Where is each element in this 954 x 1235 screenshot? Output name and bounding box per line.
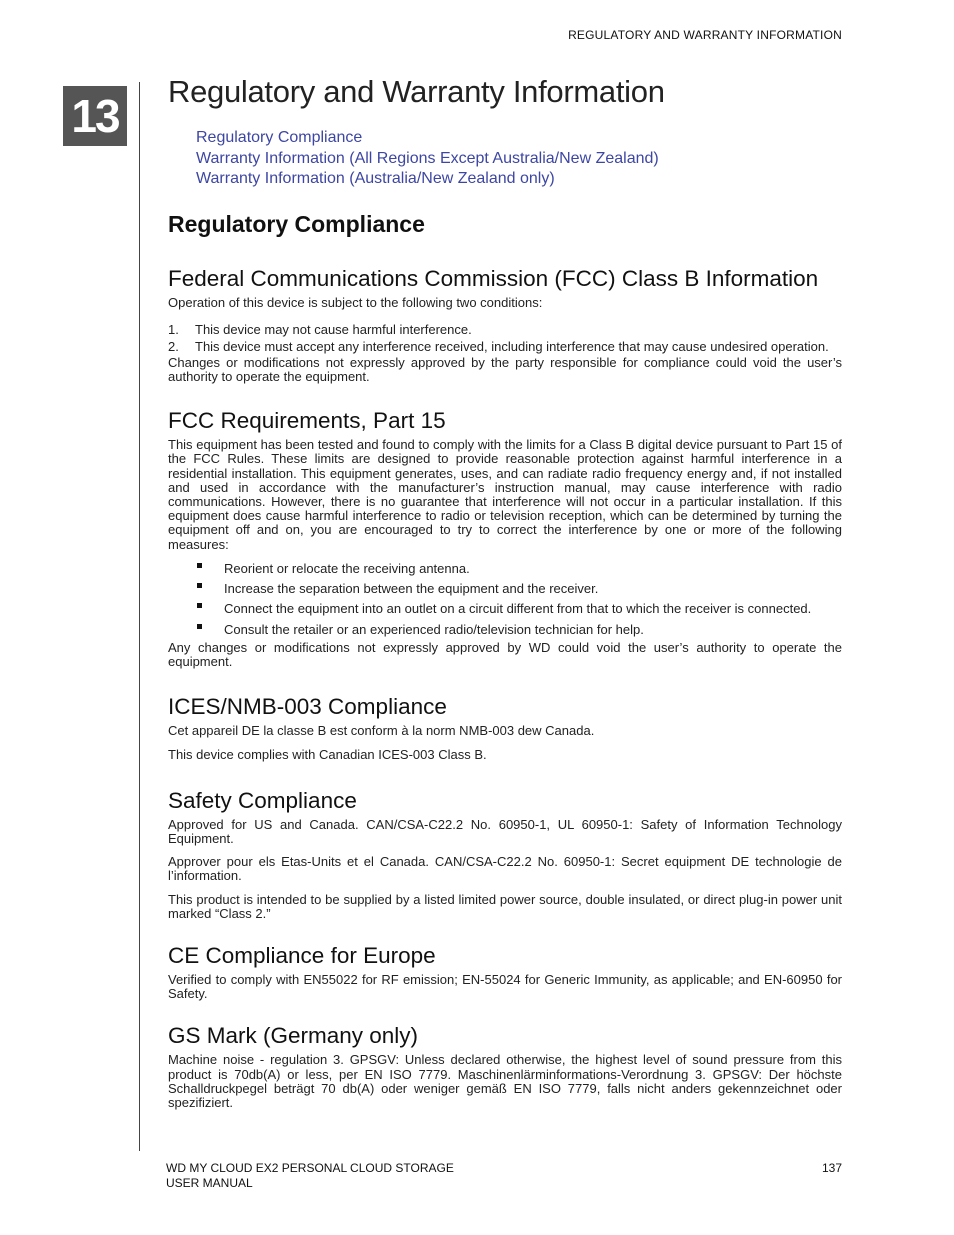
list-number: 2.: [168, 338, 179, 354]
list-item: [168, 321, 842, 338]
heading-fcc-class-b: Federal Communications Commission (FCC) Class B Information: [168, 265, 819, 291]
toc-link-warranty-all[interactable]: Warranty Information (All Regions Except Australia/New Zealand): [196, 149, 659, 167]
running-head: REGULATORY AND WARRANTY INFORMATION: [568, 28, 842, 42]
ce-body: Verified to comply with EN55022 for RF emission; EN-55024 for Generic Immunity, as applicable; and EN-60950 for Safety.: [168, 971, 842, 1002]
chapter-title: Regulatory and Warranty Information: [168, 74, 665, 109]
ices-english: This device complies with Canadian ICES-003 Class B.: [168, 746, 487, 762]
fcc-intro: Operation of this device is subject to the following two conditions:: [168, 294, 543, 310]
part15-measures-list: [168, 559, 842, 640]
fcc-conditions-list: [168, 321, 842, 355]
safety-p3: This product is intended to be supplied by a listed limited power source, double insulated, or direct plug-in power unit marked “Class 2.”: [168, 891, 842, 921]
heading-fcc-part15: FCC Requirements, Part 15: [168, 408, 446, 434]
bullet-icon: [197, 583, 202, 588]
footer-product: [166, 1161, 454, 1191]
part15-body: This equipment has been tested and found to comply with the limits for a Class B digital device pursuant to Part 15 of the FCC Rules. These limits are designed to provide reasonable protection against harmful interference in a residential installation. This equipment generates, uses, and can radiate radio frequency energy and, if not installed and used in accordance with the manufacturer’s instruction manual, may cause interference with radio communications. However, there is no guarantee that interference will not occur in a particular installation. If this equipment does cause harmful interference to radio or television reception, which can be determined by turning the equipment off and on, you are encouraged to try to correct the interference by one or more of the following measures:: [168, 437, 842, 552]
footer-manual-label: USER MANUAL: [166, 1176, 253, 1190]
list-text: This device must accept any interference received, including interference that may cause undesired operation.: [195, 338, 829, 354]
list-text: Consult the retailer or an experienced radio/television technician for help.: [224, 621, 644, 637]
toc-link-warranty-anz[interactable]: Warranty Information (Australia/New Zealand only): [196, 170, 555, 187]
chapter-toc: [196, 128, 842, 190]
margin-rule: [139, 82, 140, 1151]
bullet-icon: [197, 624, 202, 629]
section-heading-regulatory: Regulatory Compliance: [168, 210, 425, 237]
safety-p1: Approved for US and Canada. CAN/CSA-C22.2 No. 60950-1, UL 60950-1: Safety of Information Technology Equipment.: [168, 816, 842, 846]
list-item: [168, 599, 842, 619]
list-number: 1.: [168, 321, 179, 337]
part15-closing: Any changes or modifications not expressly approved by WD could void the user’s authority to operate the equipment.: [168, 639, 842, 670]
gs-body: Machine noise - regulation 3. GPSGV: Unless declared otherwise, the highest level of sound pressure from this product is 70db(A) or less, per EN ISO 7779. Maschinenlärminformations-Verordnung 3. GPSGV: Der höchste Schalldruckpegel beträgt 70 db(A) oder weniger gemäß EN ISO 7779, falls nicht anders gekennzeichnet oder spezifiziert.: [168, 1052, 842, 1110]
heading-safety: Safety Compliance: [168, 787, 357, 813]
heading-gs-mark: GS Mark (Germany only): [168, 1023, 419, 1049]
heading-ices: ICES/NMB-003 Compliance: [168, 694, 447, 720]
heading-ce: CE Compliance for Europe: [168, 942, 436, 968]
list-item: [168, 620, 842, 640]
ices-french: Cet appareil DE la classe B est conform à la norm NMB-003 dew Canada.: [168, 723, 595, 739]
list-item: [168, 559, 842, 579]
page-content: [168, 74, 842, 1110]
safety-p2: Approver pour els Etas-Units et el Canada. CAN/CSA-C22.2 No. 60950-1: Secret equipment DE technologie de l’information.: [168, 854, 842, 884]
list-text: Increase the separation between the equipment and the receiver.: [224, 581, 599, 597]
page-number: 137: [821, 1161, 842, 1175]
bullet-icon: [197, 563, 202, 568]
list-item: [168, 338, 842, 355]
bullet-icon: [197, 603, 202, 608]
list-text: This device may not cause harmful interference.: [195, 321, 472, 337]
footer-product-name: WD MY CLOUD EX2 PERSONAL CLOUD STORAGE: [166, 1161, 454, 1175]
list-text: Reorient or relocate the receiving antenna.: [224, 560, 470, 576]
toc-link-regulatory[interactable]: Regulatory Compliance: [196, 129, 363, 146]
list-text: Connect the equipment into an outlet on a circuit different from that to which the receiver is connected.: [224, 601, 812, 617]
list-item: [168, 579, 842, 599]
chapter-number-badge: 13: [63, 86, 127, 146]
fcc-changes-note: Changes or modifications not expressly approved by the party responsible for compliance could void the user’s authority to operate the equipment.: [168, 354, 842, 384]
